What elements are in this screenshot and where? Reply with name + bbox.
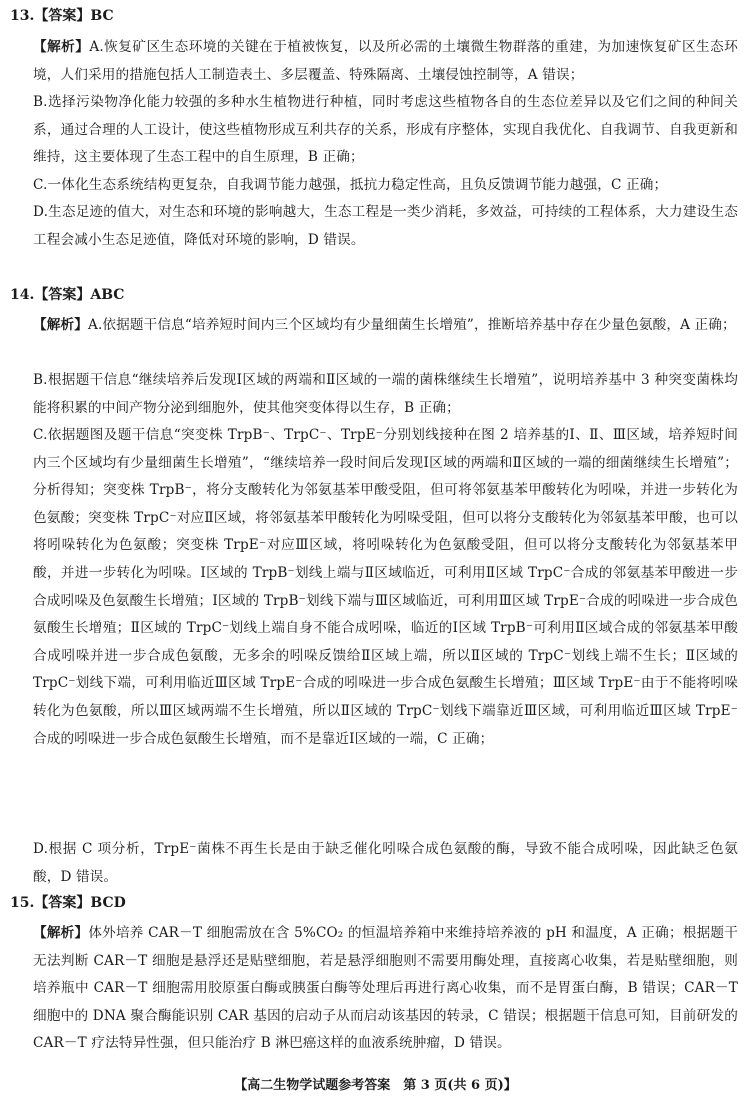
question-13-analysis-b: B.选择污染物净化能力较强的多种水生植物进行种植，同时考虑这些植物各自的生态位差异以及它们之间的种间关系，通过合理的人工设计，使这些植物形成互利共存的关系，形成有序整体，实现自我优化、自我调节、自我更新和维持，这主要体现了生态工程中的自生原理，B 正确； [33, 94, 738, 166]
question-15-analysis [33, 920, 738, 1058]
question-13-analysis [33, 34, 738, 89]
question-14-analysis [33, 312, 738, 340]
question-15-answer: 15.【答案】BCD [10, 895, 126, 911]
analysis-option-a: A.恢复矿区生态环境的关键在于植被恢复，以及所必需的土壤微生物群落的重建，为加速恢复矿区生态环境，人们采用的措施包括人工制造表土、多层覆盖、特殊隔离、土壤侵蚀控制等，A 错误； [33, 39, 738, 83]
page-footer: 【高二生物学试题参考答案 第 3 页(共 6 页)】 [234, 1078, 517, 1093]
question-13-analysis-d: D.生态足迹的值大，对生态和环境的影响越大，生态工程是一类少消耗，多效益，可持续的工程体系，大力建设生态工程会减小生态足迹值，降低对环境的影响，D 错误。 [33, 204, 738, 248]
analysis-tag: 【解析】 [33, 39, 90, 55]
question-13-answer: 13.【答案】BC [10, 8, 114, 24]
question-14-analysis-b: B.根据题干信息“继续培养后发现Ⅰ区域的两端和Ⅱ区域的一端的菌株继续生长增殖”，说明培养基中 3 种突变菌株均能将积累的中间产物分泌到细胞外，使其他突变体得以生存，B 正确； [33, 372, 738, 416]
question-14-analysis-d: D.根据 C 项分析，TrpE⁻菌株不再生长是由于缺乏催化吲哚合成色氨酸的酶，导致不能合成吲哚，因此缺乏色氨酸，D 错误。 [33, 841, 738, 885]
question-14-answer: 14.【答案】ABC [10, 287, 125, 303]
question-13-analysis-c: C.一体化生态系统结构更复杂，自我调节能力越强，抵抗力稳定性高，且负反馈调节能力越强，C 正确； [33, 177, 668, 193]
analysis-text: 体外培养 CAR－T 细胞需放在含 5%CO₂ 的恒温培养箱中来维持培养液的 pH 和温度，A 正确；根据题干无法判断 CAR－T 细胞是悬浮还是贴壁细胞，若是悬浮细胞则不需要用酶处理，直接离心收集，若是贴壁细胞，则培养瓶中 CAR－T 细胞需用胶原蛋白酶或胰蛋白酶等处理后再进行离心收集，而不是胃蛋白酶，B 错误；CAR－T 细胞中的 DNA 聚合酶能识别 CAR 基因的启动子从而启动该基因的转录，C 错误；根据题干信息可知，目前研发的 CAR－T 疗法特异性强，但只能治疗 B 淋巴癌这样的血液系统肿瘤，D 错误。 [33, 925, 738, 1052]
analysis-option-a: A.依据题干信息“培养短时间内三个区域均有少量细菌生长增殖”，推断培养基中存在少量色氨酸，A 正确； [87, 317, 736, 333]
analysis-tag: 【解析】 [33, 925, 89, 941]
analysis-tag: 【解析】 [33, 317, 88, 333]
question-14-analysis-c: C.依据题图及题干信息“突变株 TrpB⁻、TrpC⁻、TrpE⁻分别划线接种在图 2 培养基的Ⅰ、Ⅱ、Ⅲ区域，培养短时间内三个区域均有少量细菌生长增殖”，“继续培养一段时间后发现Ⅰ区域的两端和Ⅱ区域的一端的细菌继续生长增殖”；分析得知；突变株 TrpB⁻，将分支酸转化为邻氨基苯甲酸受阻，但可将邻氨基苯甲酸转化为吲哚，并进一步转化为色氨酸；突变株 TrpC⁻对应Ⅱ区域，将邻氨基苯甲酸转化为吲哚受阻，但可以将分支酸转化为邻氨基苯甲酸，也可以将吲哚转化为色氨酸；突变株 TrpE⁻对应Ⅲ区域，将吲哚转化为色氨酸受阻，但可以将分支酸转化为邻氨基苯甲酸，并进一步转化为吲哚。Ⅰ区域的 TrpB⁻划线上端与Ⅱ区域临近，可利用Ⅱ区域 TrpC⁻合成的邻氨基苯甲酸进一步合成吲哚及色氨酸生长增殖；Ⅰ区域的 TrpB⁻划线下端与Ⅲ区域临近，可利用Ⅲ区域 TrpE⁻合成的吲哚进一步合成色氨酸生长增殖；Ⅱ区域的 TrpC⁻划线上端自身不能合成吲哚，临近的Ⅰ区域 TrpB⁻可利用Ⅱ区域合成的邻氨基苯甲酸合成吲哚并进一步合成色氨酸，无多余的吲哚反馈给Ⅱ区域上端，所以Ⅱ区域的 TrpC⁻划线上端不生长；Ⅱ区域的 TrpC⁻划线下端，可利用临近Ⅲ区域 TrpE⁻合成的吲哚进一步合成色氨酸生长增殖；Ⅲ区域 TrpE⁻由于不能将吲哚转化为色氨酸，所以Ⅲ区域两端不生长增殖，所以Ⅱ区域的 TrpC⁻划线下端靠近Ⅲ区域，可利用临近Ⅲ区域 TrpE⁻合成的吲哚进一步合成色氨酸生长增殖，而不是靠近Ⅰ区域的一端，C 正确； [33, 427, 738, 747]
